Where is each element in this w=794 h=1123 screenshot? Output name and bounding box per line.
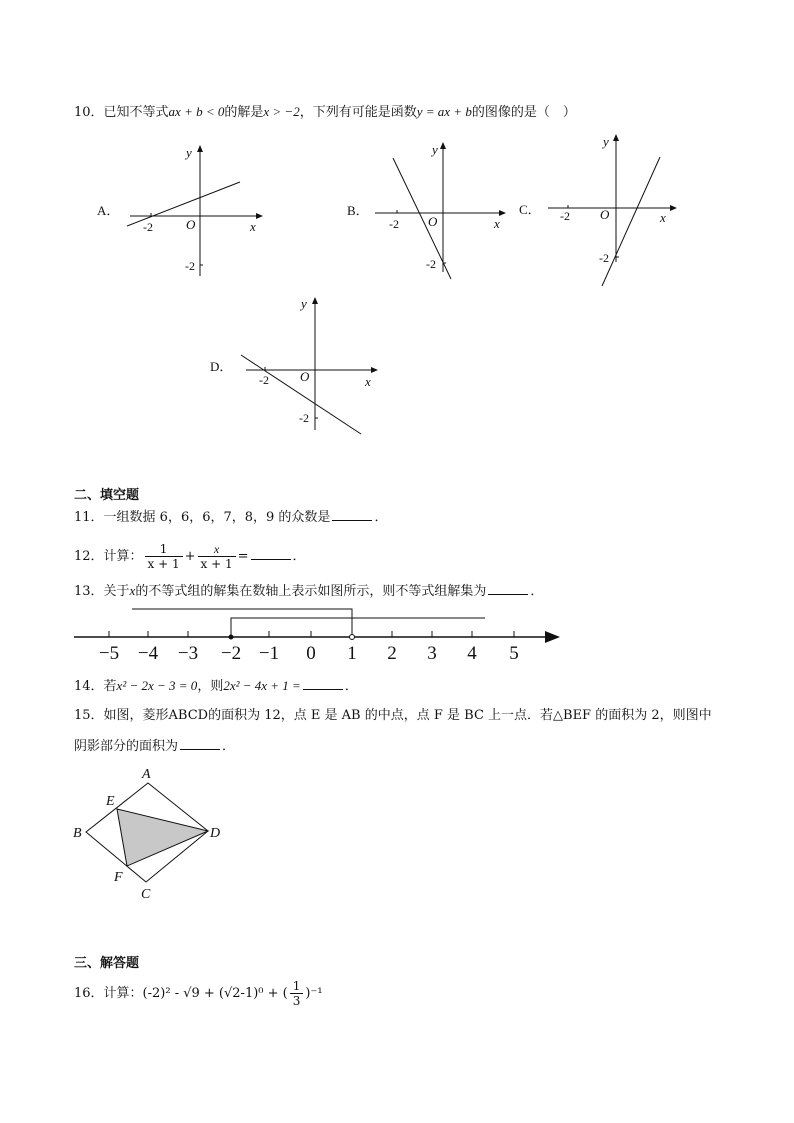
bracket-upper	[132, 609, 352, 637]
graph-d	[241, 298, 377, 434]
q11	[74, 510, 387, 526]
q13	[74, 583, 543, 600]
q12-period: ．	[292, 549, 306, 564]
q15-line1: 15．如图，菱形ABCD的面积为 12，点 E 是 AB 的中点，点 F 是 BC 上一点．若△BEF 的面积为 2，则图中	[74, 708, 712, 723]
shaded-triangle	[117, 809, 208, 866]
q15-line2	[74, 739, 235, 755]
q14-equation: x² − 2x − 3 = 0	[116, 678, 198, 693]
fraction-denominator: 3	[292, 994, 301, 1008]
vertex-b: B	[73, 826, 82, 841]
q14-period: ．	[344, 679, 358, 694]
q10-suffix: 的图像的是（ ）	[471, 105, 576, 120]
tick-label: 2	[387, 643, 397, 664]
q10-function: y = ax + b	[416, 104, 472, 119]
q12-answer-blank[interactable]	[251, 559, 291, 560]
graph-b-ylabel: y	[432, 142, 438, 157]
q12-fraction-1	[145, 542, 183, 571]
tick-label: 4	[467, 643, 477, 664]
tick-label: −4	[137, 643, 159, 664]
option-a-label: A．	[97, 203, 120, 218]
graph-b-line	[393, 158, 451, 279]
vertex-a: A	[142, 767, 151, 782]
graph-a-ticky: -2	[185, 259, 195, 273]
q12-prefix: 12．计算：	[74, 549, 143, 564]
option-d-label: D．	[210, 359, 233, 374]
option-b-label: B．	[347, 203, 369, 218]
q11-period: ．	[374, 510, 388, 525]
point-e: E	[106, 794, 115, 809]
graph-c-ticky: -2	[599, 251, 609, 265]
q14	[74, 678, 358, 695]
q10-inequality: ax + b < 0	[168, 104, 225, 119]
closed-dot	[229, 635, 234, 640]
q12-plus: +	[184, 549, 196, 564]
fraction-numerator: 1	[145, 542, 183, 557]
q14-prefix: 14．若	[74, 679, 117, 694]
q16-tail: )⁻¹	[305, 986, 323, 1001]
graph-b	[375, 143, 505, 279]
graph-b-tickx: -2	[389, 217, 399, 231]
graph-a-origin: O	[186, 217, 196, 232]
q16-prefix: 16．计算：	[74, 986, 143, 1001]
q13-suffix: 的不等式组的解集在数轴上表示如图所示，则不等式组解集为	[135, 584, 487, 599]
q16-fraction	[290, 979, 304, 1008]
section-fill-in-title: 二、填空题	[74, 488, 140, 503]
vertex-d: D	[210, 826, 221, 841]
graph-a	[127, 146, 262, 276]
section-solve-title: 三、解答题	[74, 956, 140, 971]
graph-a-xlabel: x	[250, 219, 256, 234]
graph-d-ticky: -2	[299, 411, 309, 425]
q13-answer-blank[interactable]	[488, 594, 528, 595]
graph-c-ylabel: y	[603, 134, 609, 149]
tick-label: −1	[258, 643, 280, 664]
graph-c-xlabel: x	[660, 210, 666, 225]
open-dot	[350, 635, 355, 640]
tick-label: 1	[347, 643, 357, 664]
graph-b-xlabel: x	[494, 216, 500, 231]
graph-a-tickx: -2	[143, 220, 153, 234]
tick-label: 0	[306, 643, 316, 664]
graph-c-tickx: -2	[560, 209, 570, 223]
option-c-label: C．	[519, 202, 541, 217]
q15-line2-text: 阴影部分的面积为	[74, 739, 179, 754]
q15-period: ．	[222, 739, 236, 754]
q13-variable: x	[129, 583, 136, 598]
q11-text: 11．一组数据 6，6，6，7，8，9 的众数是	[74, 510, 331, 525]
graph-d-tickx: -2	[259, 373, 269, 387]
q16-expression: (-2)² - √9 + (√2-1)⁰ + (	[142, 986, 288, 1001]
tick-label: 3	[427, 643, 437, 664]
q15-answer-blank[interactable]	[180, 749, 220, 750]
fraction-numerator: x	[198, 542, 236, 557]
q11-answer-blank[interactable]	[332, 520, 372, 521]
q16	[74, 978, 323, 1010]
tick-label: −2	[220, 643, 242, 664]
graph-c-line	[602, 157, 660, 286]
q14-answer-blank[interactable]	[303, 689, 343, 690]
q14-expression: 2x² − 4x + 1 =	[223, 678, 301, 693]
q10-solution: x > −2	[263, 104, 300, 119]
graph-c-origin: O	[600, 207, 610, 222]
q10-mid1: 的解是	[224, 105, 264, 120]
q10-prefix: 10．已知不等式	[74, 105, 169, 120]
q12-equals: =	[237, 549, 249, 564]
q13-period: ．	[530, 584, 544, 599]
fraction-numerator: 1	[290, 979, 304, 994]
graph-d-ylabel: y	[301, 296, 307, 311]
q12-fraction-2	[198, 542, 236, 571]
q12	[74, 540, 306, 574]
rhombus-figure	[86, 783, 208, 882]
graph-d-origin: O	[300, 369, 310, 384]
graph-b-ticky: -2	[426, 257, 436, 271]
q14-mid: ，则	[197, 679, 224, 694]
number-line	[74, 609, 560, 643]
number-line-labels	[99, 643, 519, 664]
graph-b-origin: O	[428, 214, 438, 229]
fraction-denominator: x + 1	[200, 557, 233, 571]
q10-mid2: ，下列有可能是函数	[299, 105, 417, 120]
tick-label: 5	[509, 643, 519, 664]
tick-label: −5	[98, 643, 120, 664]
q13-prefix: 13．关于	[74, 584, 130, 599]
vertex-c: C	[141, 887, 151, 902]
graph-d-xlabel: x	[365, 374, 371, 389]
tick-label: −3	[177, 643, 199, 664]
graph-a-ylabel: y	[186, 145, 192, 160]
point-f: F	[114, 870, 123, 885]
fraction-denominator: x + 1	[147, 557, 180, 571]
